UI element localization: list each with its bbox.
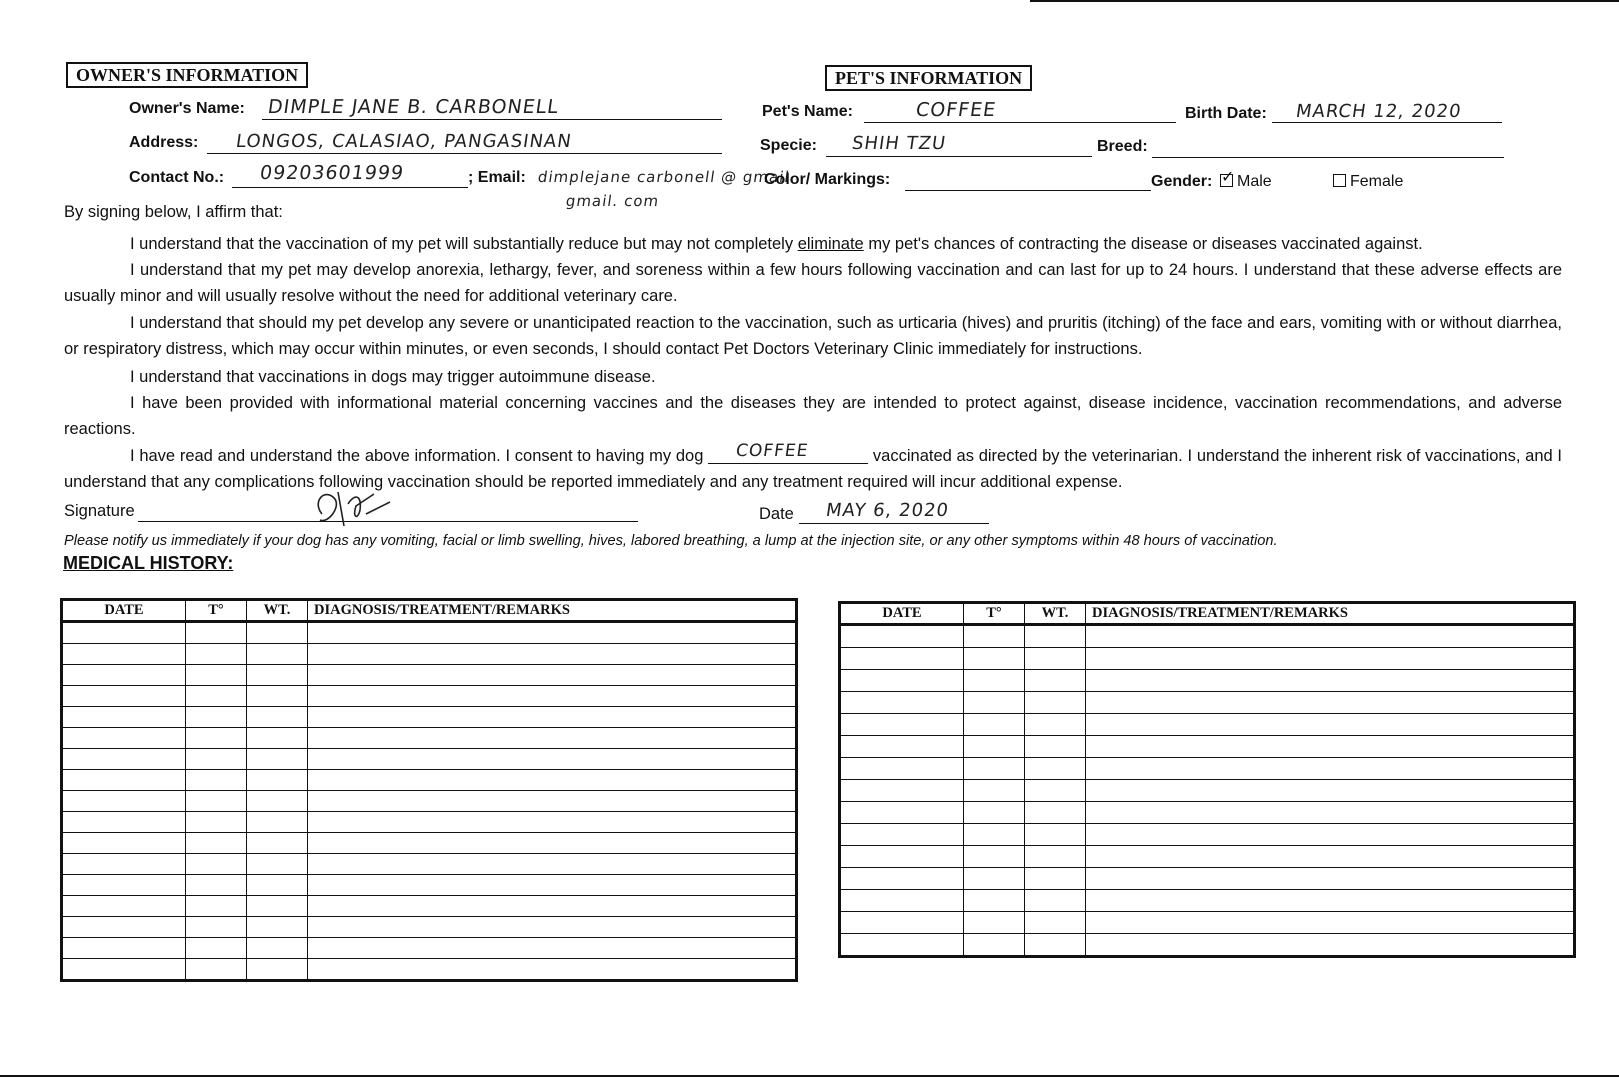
consent-paragraph-6: I have read and understand the above information. I consent to having my dog COFFEE vaccinated as directed by the veterinarian. I understand the inherent risk of vaccinations, and I understand that any complications following vaccination should be reported immediately and any treatment required will incur additional expense.: [64, 443, 1562, 495]
owner-address-value[interactable]: LONGOS, CALASIAO, PANGASINAN: [234, 131, 574, 152]
date-cell[interactable]: [840, 648, 964, 670]
date-cell[interactable]: [62, 665, 186, 686]
temp-cell[interactable]: [964, 868, 1025, 890]
remarks-cell[interactable]: [308, 854, 797, 875]
owner-contact-line: [232, 187, 468, 188]
female-checkbox[interactable]: [1333, 174, 1346, 187]
gender-female-option[interactable]: [1333, 173, 1403, 191]
owner-name-value[interactable]: DIMPLE JANE B. CARBONELL: [266, 96, 561, 118]
pet-name-value[interactable]: COFFEE: [914, 99, 998, 121]
weight-cell[interactable]: [247, 665, 308, 686]
dog-name-blank[interactable]: [708, 441, 868, 464]
owner-contact-label: Contact No.:: [129, 169, 225, 186]
temp-cell[interactable]: [964, 780, 1025, 802]
owner-section-title: OWNER'S INFORMATION: [66, 62, 308, 88]
pet-breed-line: [1152, 157, 1504, 158]
dog-name-value[interactable]: COFFEE: [734, 441, 810, 461]
remarks-cell[interactable]: [1086, 648, 1575, 670]
temp-cell[interactable]: [964, 625, 1025, 648]
temp-cell[interactable]: [186, 812, 247, 833]
consent-paragraph-4: I understand that vaccinations in dogs may trigger autoimmune disease.: [130, 368, 656, 386]
temp-cell[interactable]: [186, 707, 247, 728]
owner-contact-value[interactable]: 09203601999: [258, 162, 406, 184]
temp-cell[interactable]: [964, 934, 1025, 957]
weight-cell[interactable]: [247, 917, 308, 938]
weight-cell[interactable]: [1025, 868, 1086, 890]
date-cell[interactable]: [840, 780, 964, 802]
table-row: [840, 692, 1575, 714]
temp-cell[interactable]: [964, 648, 1025, 670]
pet-color-label: Color/ Markings:: [764, 171, 891, 188]
temp-cell[interactable]: [186, 749, 247, 770]
date-cell[interactable]: [62, 622, 186, 644]
consent-paragraph-5: I have been provided with informational material concerning vaccines and the diseases they are intended to protect against, disease incidence, vaccination recommendations, and adverse reactions.: [64, 394, 1562, 438]
header-date: DATE: [62, 600, 186, 622]
remarks-cell[interactable]: [1086, 670, 1575, 692]
table-row: [840, 890, 1575, 912]
table-row: [840, 648, 1575, 670]
weight-cell[interactable]: [1025, 670, 1086, 692]
male-checkbox-checked[interactable]: [1220, 174, 1233, 187]
medical-table-right: [838, 601, 1576, 958]
table-row: [62, 812, 797, 833]
remarks-cell[interactable]: [1086, 714, 1575, 736]
table-row: [840, 912, 1575, 934]
remarks-cell[interactable]: [308, 770, 797, 791]
temp-cell[interactable]: [186, 770, 247, 791]
table-row: [62, 833, 797, 854]
date-cell[interactable]: [840, 692, 964, 714]
weight-cell[interactable]: [1025, 802, 1086, 824]
remarks-cell[interactable]: [1086, 780, 1575, 802]
pet-birth-line: [1272, 122, 1502, 123]
remarks-cell[interactable]: [1086, 868, 1575, 890]
temp-cell[interactable]: [186, 833, 247, 854]
weight-cell[interactable]: [247, 749, 308, 770]
weight-cell[interactable]: [247, 959, 308, 981]
remarks-cell[interactable]: [308, 686, 797, 707]
date-cell[interactable]: [840, 670, 964, 692]
table-row: [840, 758, 1575, 780]
date-cell[interactable]: [62, 917, 186, 938]
date-cell[interactable]: [62, 812, 186, 833]
weight-cell[interactable]: [247, 686, 308, 707]
scan-edge-bottom: [0, 1075, 1619, 1077]
temp-cell[interactable]: [186, 644, 247, 665]
remarks-cell[interactable]: [1086, 736, 1575, 758]
weight-cell[interactable]: [247, 707, 308, 728]
weight-cell[interactable]: [247, 791, 308, 812]
date-cell[interactable]: [62, 728, 186, 749]
temp-cell[interactable]: [186, 896, 247, 917]
remarks-cell[interactable]: [308, 749, 797, 770]
date-cell[interactable]: [62, 644, 186, 665]
medical-history-title: MEDICAL HISTORY:: [63, 553, 234, 573]
table-row: [62, 917, 797, 938]
date-cell[interactable]: [840, 912, 964, 934]
table-row: [840, 670, 1575, 692]
table-row: [840, 780, 1575, 802]
remarks-cell[interactable]: [308, 938, 797, 959]
temp-cell[interactable]: [964, 912, 1025, 934]
table-row: [62, 644, 797, 665]
gender-male-option[interactable]: [1220, 173, 1272, 191]
date-cell[interactable]: [62, 896, 186, 917]
table-row: [840, 736, 1575, 758]
header-temp: T°: [964, 603, 1025, 625]
weight-cell[interactable]: [247, 770, 308, 791]
date-cell[interactable]: [62, 791, 186, 812]
medical-table-left: [60, 598, 798, 982]
table-row: [62, 854, 797, 875]
header-weight: WT.: [247, 600, 308, 622]
date-cell[interactable]: [840, 802, 964, 824]
table-row: [62, 770, 797, 791]
temp-cell[interactable]: [186, 959, 247, 981]
table-header-row: [840, 603, 1575, 625]
remarks-cell[interactable]: [1086, 802, 1575, 824]
remarks-cell[interactable]: [308, 644, 797, 665]
date-cell[interactable]: [62, 686, 186, 707]
date-cell[interactable]: [62, 749, 186, 770]
weight-cell[interactable]: [247, 833, 308, 854]
table-row: [840, 868, 1575, 890]
pet-specie-line: [826, 156, 1092, 157]
weight-cell[interactable]: [247, 644, 308, 665]
temp-cell[interactable]: [964, 758, 1025, 780]
owner-address-label: Address:: [129, 134, 199, 151]
notice-text: Please notify us immediately if your dog has any vomiting, facial or limb swelling, hives, labored breathing, a lump at the injection site, or any other symptoms within 48 hours of vaccination.: [64, 533, 1278, 549]
date-cell[interactable]: [62, 854, 186, 875]
temp-cell[interactable]: [186, 791, 247, 812]
pet-birth-value[interactable]: MARCH 12, 2020: [1294, 101, 1463, 122]
remarks-cell[interactable]: [308, 917, 797, 938]
weight-cell[interactable]: [1025, 890, 1086, 912]
weight-cell[interactable]: [1025, 846, 1086, 868]
weight-cell[interactable]: [1025, 736, 1086, 758]
date-cell[interactable]: [840, 824, 964, 846]
date-cell[interactable]: [62, 875, 186, 896]
remarks-cell[interactable]: [308, 875, 797, 896]
table-row: [62, 875, 797, 896]
owner-email-value[interactable]: dimplejane carbonell @ gmail: [536, 168, 791, 186]
table-row: [62, 749, 797, 770]
temp-cell[interactable]: [964, 846, 1025, 868]
temp-cell[interactable]: [186, 622, 247, 644]
date-cell[interactable]: [840, 736, 964, 758]
header-remarks: DIAGNOSIS/TREATMENT/REMARKS: [308, 600, 797, 622]
weight-cell[interactable]: [247, 812, 308, 833]
pet-color-line: [905, 190, 1151, 191]
temp-cell[interactable]: [964, 736, 1025, 758]
table-row: [62, 728, 797, 749]
table-row: [62, 686, 797, 707]
remarks-cell[interactable]: [308, 959, 797, 981]
table-row: [62, 938, 797, 959]
temp-cell[interactable]: [186, 875, 247, 896]
remarks-cell[interactable]: [1086, 846, 1575, 868]
header-temp: T°: [186, 600, 247, 622]
male-label: Male: [1237, 173, 1272, 190]
date-cell[interactable]: [840, 846, 964, 868]
weight-cell[interactable]: [1025, 780, 1086, 802]
weight-cell[interactable]: [1025, 912, 1086, 934]
remarks-cell[interactable]: [1086, 934, 1575, 957]
date-value[interactable]: MAY 6, 2020: [824, 500, 951, 521]
pet-breed-label: Breed:: [1097, 138, 1148, 155]
temp-cell[interactable]: [186, 917, 247, 938]
date-cell[interactable]: [840, 868, 964, 890]
scan-edge-top: [1030, 0, 1619, 2]
table-row: [840, 714, 1575, 736]
temp-cell[interactable]: [964, 802, 1025, 824]
pet-section-title: PET'S INFORMATION: [825, 65, 1032, 91]
owner-name-label: Owner's Name:: [129, 100, 245, 117]
date-cell[interactable]: [840, 890, 964, 912]
temp-cell[interactable]: [964, 890, 1025, 912]
weight-cell[interactable]: [1025, 758, 1086, 780]
date-cell[interactable]: [840, 714, 964, 736]
date-cell[interactable]: [62, 938, 186, 959]
pet-specie-label: Specie:: [760, 137, 817, 154]
remarks-cell[interactable]: [1086, 824, 1575, 846]
temp-cell[interactable]: [964, 824, 1025, 846]
weight-cell[interactable]: [247, 896, 308, 917]
remarks-cell[interactable]: [308, 728, 797, 749]
table-row: [62, 707, 797, 728]
temp-cell[interactable]: [964, 714, 1025, 736]
consent-paragraph-1: I understand that the vaccination of my pet will substantially reduce but may not completely eliminate my pet's chances of contracting the disease or diseases vaccinated against.: [130, 235, 1423, 253]
table-row: [62, 896, 797, 917]
temp-cell[interactable]: [964, 692, 1025, 714]
remarks-cell[interactable]: [308, 665, 797, 686]
remarks-cell[interactable]: [1086, 912, 1575, 934]
remarks-cell[interactable]: [1086, 758, 1575, 780]
remarks-cell[interactable]: [308, 896, 797, 917]
table-row: [840, 802, 1575, 824]
table-row: [62, 959, 797, 981]
remarks-cell[interactable]: [1086, 625, 1575, 648]
weight-cell[interactable]: [247, 854, 308, 875]
table-row: [840, 846, 1575, 868]
temp-cell[interactable]: [186, 854, 247, 875]
owner-address-line: [207, 153, 722, 154]
date-cell[interactable]: [840, 934, 964, 957]
weight-cell[interactable]: [1025, 934, 1086, 957]
temp-cell[interactable]: [186, 938, 247, 959]
temp-cell[interactable]: [964, 670, 1025, 692]
table-row: [62, 622, 797, 644]
date-cell[interactable]: [840, 625, 964, 648]
date-line[interactable]: [799, 523, 989, 524]
date-cell[interactable]: [62, 770, 186, 791]
handwritten-signature: [308, 484, 398, 534]
header-remarks: DIAGNOSIS/TREATMENT/REMARKS: [1086, 603, 1575, 625]
weight-cell[interactable]: [247, 875, 308, 896]
weight-cell[interactable]: [247, 622, 308, 644]
date-cell[interactable]: [840, 758, 964, 780]
weight-cell[interactable]: [1025, 648, 1086, 670]
remarks-cell[interactable]: [308, 622, 797, 644]
pet-name-line: [864, 122, 1176, 123]
remarks-cell[interactable]: [1086, 692, 1575, 714]
weight-cell[interactable]: [247, 728, 308, 749]
weight-cell[interactable]: [1025, 824, 1086, 846]
owner-email-label: ; Email:: [468, 169, 526, 186]
owner-name-line: [262, 119, 722, 120]
female-label: Female: [1350, 173, 1404, 190]
consent-paragraph-2: I understand that my pet may develop anorexia, lethargy, fever, and soreness within a few hours following vaccination and can last for up to 24 hours. I understand that these adverse effects are usually minor and will usually resolve without the need for additional veterinary care.: [64, 261, 1562, 305]
remarks-cell[interactable]: [308, 812, 797, 833]
date-cell[interactable]: [62, 959, 186, 981]
temp-cell[interactable]: [186, 728, 247, 749]
consent-paragraph-3: I understand that should my pet develop any severe or unanticipated reaction to the vaccination, such as urticaria (hives) and pruritis (itching) of the face and ears, vomiting with or without diarrhea, or respiratory distress, which may occur within minutes, or even seconds, I should contact Pet Doctors Veterinary Clinic immediately for instructions.: [64, 314, 1562, 358]
remarks-cell[interactable]: [1086, 890, 1575, 912]
signature-label: Signature: [64, 502, 135, 520]
weight-cell[interactable]: [1025, 692, 1086, 714]
weight-cell[interactable]: [1025, 714, 1086, 736]
owner-email-value-line2[interactable]: gmail. com: [564, 192, 661, 210]
remarks-cell[interactable]: [308, 833, 797, 854]
consent-intro: By signing below, I affirm that:: [64, 203, 283, 221]
table-row: [62, 665, 797, 686]
table-row: [62, 791, 797, 812]
pet-name-label: Pet's Name:: [762, 103, 853, 120]
date-cell[interactable]: [62, 833, 186, 854]
remarks-cell[interactable]: [308, 791, 797, 812]
table-header-row: [62, 600, 797, 622]
temp-cell[interactable]: [186, 686, 247, 707]
weight-cell[interactable]: [247, 938, 308, 959]
pet-birth-label: Birth Date:: [1185, 105, 1267, 122]
table-row: [840, 934, 1575, 957]
date-cell[interactable]: [62, 707, 186, 728]
table-row: [840, 625, 1575, 648]
date-label: Date: [759, 505, 794, 523]
weight-cell[interactable]: [1025, 625, 1086, 648]
pet-specie-value[interactable]: SHIH TZU: [850, 133, 948, 154]
temp-cell[interactable]: [186, 665, 247, 686]
header-date: DATE: [840, 603, 964, 625]
table-row: [840, 824, 1575, 846]
pet-gender-label: Gender:: [1151, 173, 1213, 190]
remarks-cell[interactable]: [308, 707, 797, 728]
header-weight: WT.: [1025, 603, 1086, 625]
